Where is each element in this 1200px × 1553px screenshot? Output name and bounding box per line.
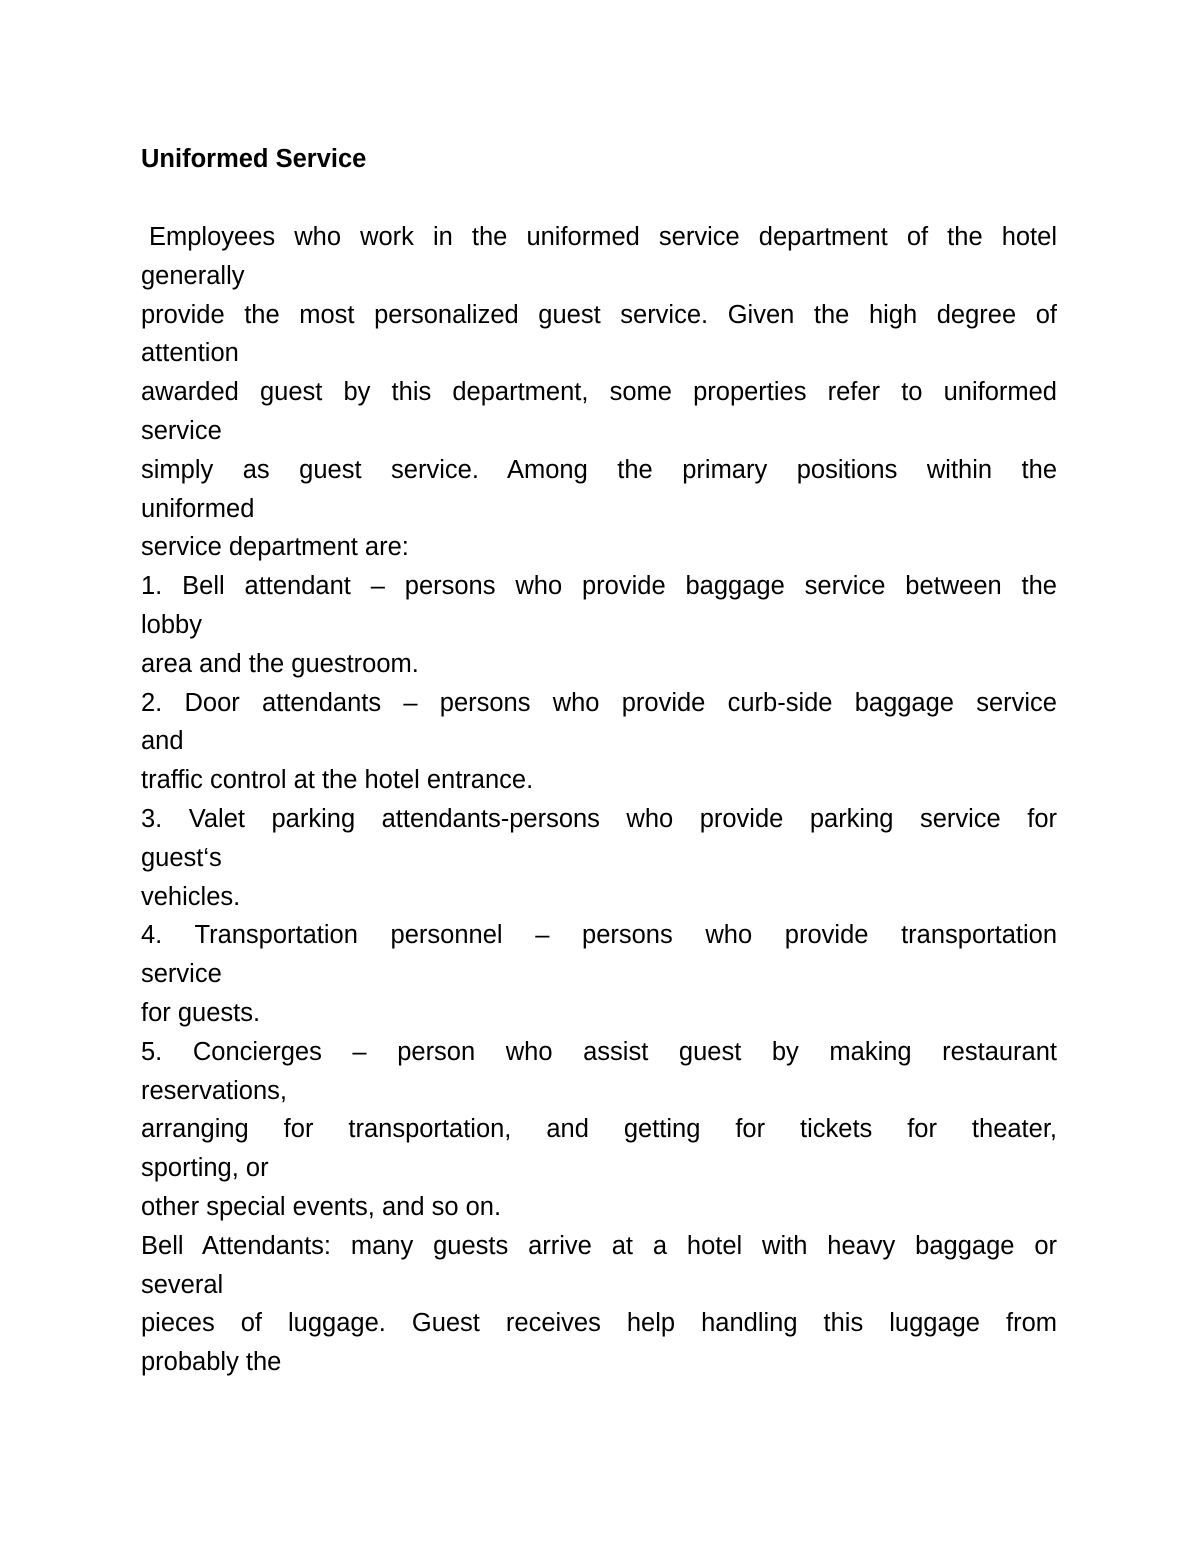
document-lines [141,218,1057,1382]
text-line: area and the guestroom. [141,649,419,678]
text-line: attention [141,339,239,368]
text-line: vehicles. [141,882,241,911]
text-line: guest‘s [141,843,222,872]
text-line: arranging for transportation, and getting for tickets for theater, [141,1115,1057,1144]
text-line: pieces of luggage. Guest receives help handling this luggage from [141,1309,1057,1338]
text-line: generally [141,261,245,290]
blank-line [141,179,1057,218]
text-line: traffic control at the hotel entrance. [141,766,534,795]
text-line: 2. Door attendants – persons who provide curb-side baggage service [141,688,1057,717]
text-line: Bell Attendants: many guests arrive at a hotel with heavy baggage or [141,1231,1057,1260]
text-line: service [141,416,222,445]
text-line: sporting, or [141,1154,269,1183]
text-line: reservations, [141,1076,287,1105]
document-title: Uniformed Service [141,145,367,173]
text-line: for guests. [141,998,261,1027]
text-line: 1. Bell attendant – persons who provide baggage service between the [141,572,1057,601]
text-line: probably the [141,1348,282,1377]
text-line: 4. Transportation personnel – persons who provide transportation [141,921,1057,950]
text-line: awarded guest by this department, some properties refer to uniformed [141,378,1057,407]
text-line: Employees who work in the uniformed service department of the hotel [149,223,1057,251]
text-line: lobby [141,610,202,639]
text-line: simply as guest service. Among the primary positions within the [141,455,1057,484]
text-line: and [141,727,184,756]
text-line: other special events, and so on. [141,1192,502,1221]
text-line: service [141,960,222,989]
text-line: provide the most personalized guest service. Given the high degree of [141,300,1057,329]
text-line: several [141,1270,224,1299]
text-line: service department are: [141,533,409,562]
text-line: 5. Concierges – person who assist guest by making restaurant [141,1037,1057,1066]
document-body [141,140,1057,1382]
text-line: 3. Valet parking attendants-persons who provide parking service for [141,804,1057,833]
text-line: uniformed [141,494,255,523]
